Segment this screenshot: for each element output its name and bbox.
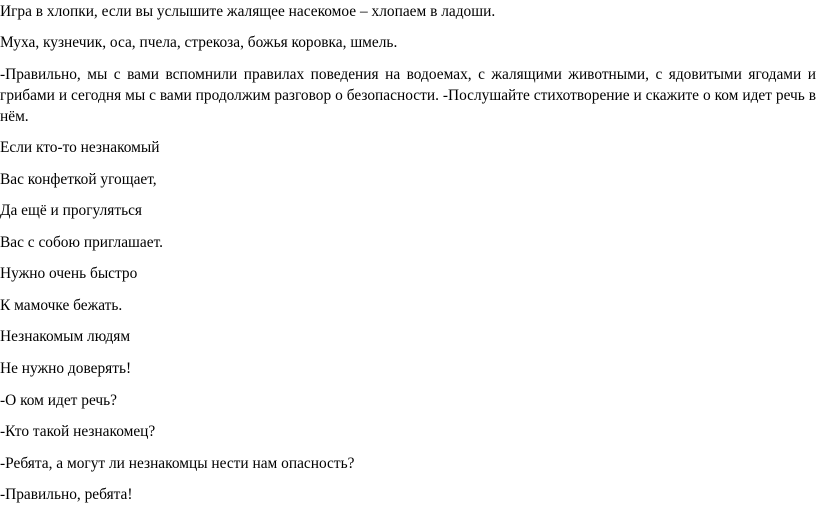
- text-paragraph-safety-intro: -Правильно, мы с вами вспомнили правилах поведения на водоемах, с жалящими животными, с ядовитыми ягодами и грибами и сегодня мы с вами продолжим разговор о безопасности. -Послушайте стихотворение и скажите о ком идет речь в нём.: [0, 66, 816, 125]
- poem-line-4: Вас с собою приглашает.: [0, 234, 163, 251]
- poem-line-3: Да ещё и прогуляться: [0, 202, 142, 219]
- question-line-danger: -Ребята, а могут ли незнакомцы нести нам опасность?: [0, 455, 355, 472]
- poem-line-2: Вас конфеткой угощает,: [0, 171, 157, 188]
- question-line-who: -О ком идет речь?: [0, 392, 117, 409]
- text-line-insect-list: Муха, кузнечик, оса, пчела, стрекоза, божья коровка, шмель.: [0, 34, 398, 51]
- question-line-stranger: -Кто такой незнакомец?: [0, 423, 156, 440]
- poem-line-5: Нужно очень быстро: [0, 265, 138, 282]
- poem-line-7: Незнакомым людям: [0, 328, 131, 345]
- text-line-game-instruction: Игра в хлопки, если вы услышите жалящее насекомое – хлопаем в ладоши.: [0, 3, 496, 20]
- poem-line-1: Если кто-то незнакомый: [0, 139, 160, 156]
- text-line-correct: -Правильно, ребята!: [0, 486, 133, 503]
- poem-line-6: К мамочке бежать.: [0, 297, 123, 314]
- poem-line-8: Не нужно доверять!: [0, 360, 132, 377]
